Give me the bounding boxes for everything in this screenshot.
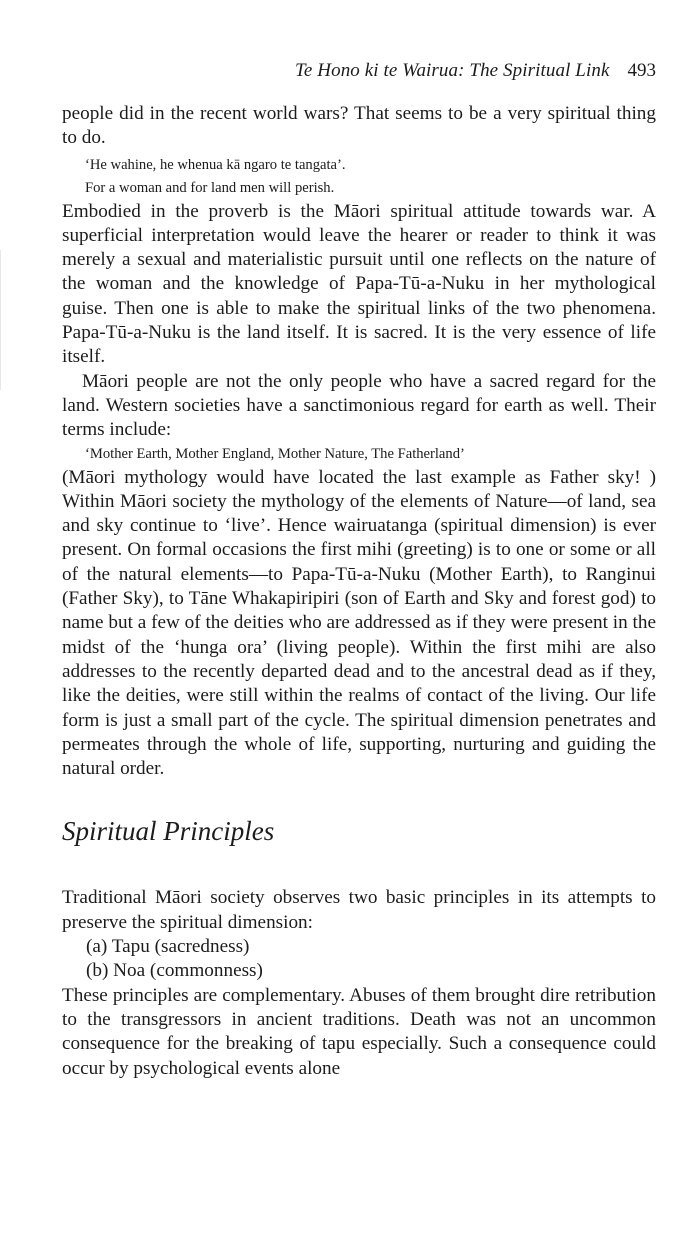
book-page xyxy=(62,58,656,1081)
scan-edge-shadow xyxy=(0,250,1,390)
paragraph-proverb-meaning: Embodied in the proverb is the Māori spiritual attitude towards war. A superficial interpretation would leave the hearer or reader to think it was merely a sexual and materialistic pursuit until one reflects on the nature of the woman and the knowledge of Papa-Tū-a-Nuku in her mythological guise. Then one is able to make the spiritual links of the two phenomena. Papa-Tū-a-Nuku is the land itself. It is sacred. It is the very essence of life itself. xyxy=(62,200,656,368)
section-heading: Spiritual Principles xyxy=(62,816,275,847)
principles-list xyxy=(62,935,656,984)
proverb-maori: ‘He wahine, he whenua kā ngaro te tangata’. xyxy=(85,156,346,173)
paragraph-sacred-land: Māori people are not the only people who have a sacred regard for the land. Western societies have a sanctimonious regard for earth as well. Their terms include: xyxy=(62,370,656,441)
paragraph-war-continuation: people did in the recent world wars? That seems to be a very spiritual thing to do. xyxy=(62,103,656,149)
paragraph-complementary: These principles are complementary. Abuses of them brought dire retribution to the transgressors in ancient traditions. Death was not an uncommon consequence for the breaking of tapu especially. Such a consequence could occur by psychological events alone xyxy=(62,984,656,1079)
list-item-noa: (b) Noa (commonness) xyxy=(86,960,263,982)
list-item-tapu: (a) Tapu (sacredness) xyxy=(86,936,250,958)
proverb-english: For a woman and for land men will perish. xyxy=(85,179,335,196)
running-head xyxy=(62,58,656,102)
paragraph-basic-principles: Traditional Māori society observes two basic principles in its attempts to preserve the spiritual dimension: xyxy=(62,887,656,933)
paragraph-mythology-elements: (Māori mythology would have located the last example as Father sky! ) Within Māori society the mythology of the elements of Nature—of land, sea and sky continue to ‘live’. Hence wairuatanga (spiritual dimension) is ever present. On formal occasions the first mihi (greeting) is to one or some or all of the natural elements—to Papa-Tū-a-Nuku (Mother Earth), to Ranginui (Father Sky), to Tāne Whakapiripiri (son of Earth and Sky and forest god) to name but a few of the deities who are addressed as if they were present in the midst of the ‘hunga ora’ (living people). Within the first mihi are also addresses to the recently departed dead and to the ancestral dead as if they, like the deities, were still within the realms of contact of the living. Our life form is just a small part of the cycle. The spiritual dimension penetrates and permeates through the whole of life, supporting, nurturing and guiding the natural order. xyxy=(62,466,656,780)
page-number: 493 xyxy=(627,60,656,81)
quote-western-terms: ‘Mother Earth, Mother England, Mother Nature, The Fatherland’ xyxy=(85,445,465,462)
running-title: Te Hono ki te Wairua: The Spiritual Link xyxy=(294,60,610,81)
